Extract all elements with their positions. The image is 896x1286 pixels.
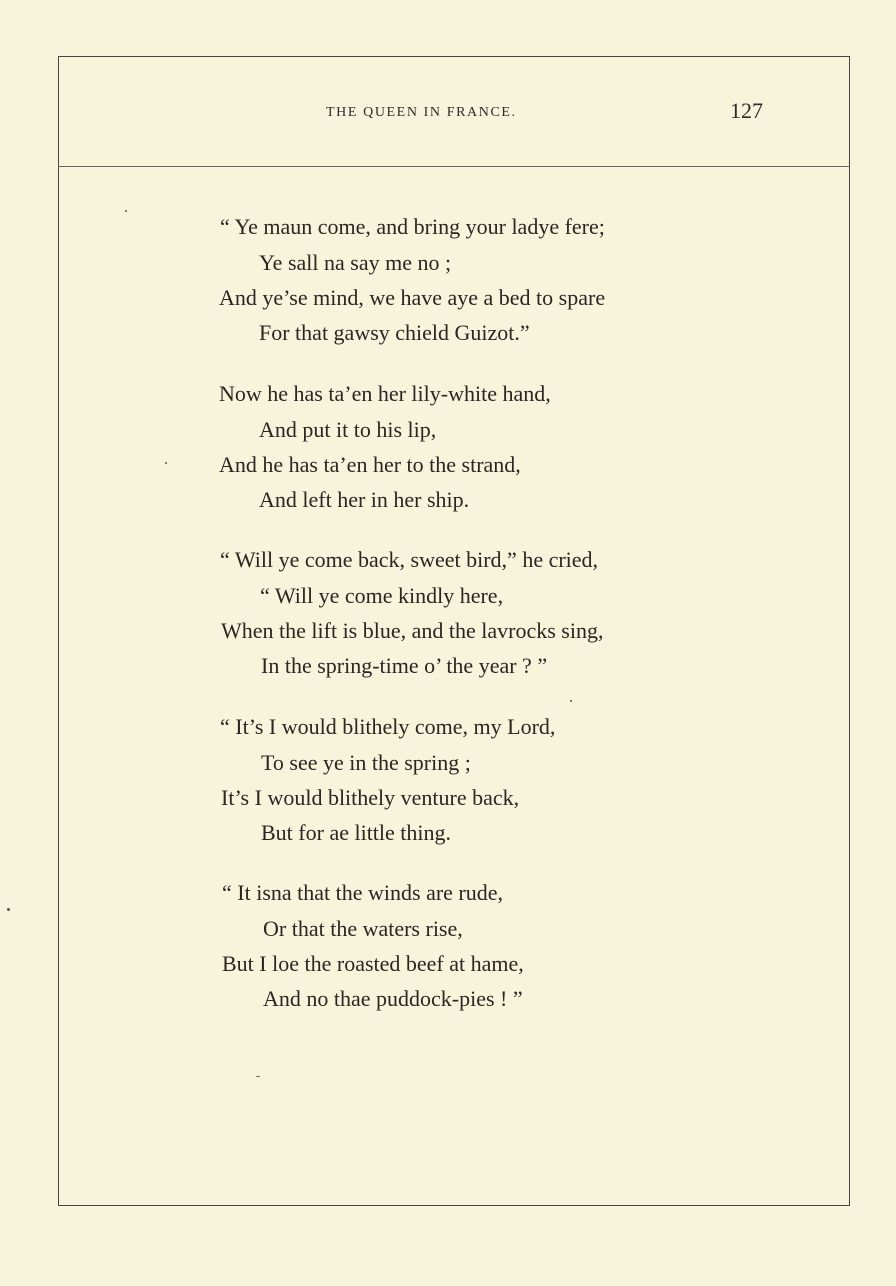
- poem-line: And put it to his lip,: [259, 417, 437, 442]
- paper-speck: [570, 700, 572, 702]
- poem-line: “ Will ye come kindly here,: [260, 583, 504, 608]
- header-rule: [58, 166, 850, 167]
- poem-line: And left her in her ship.: [259, 487, 470, 512]
- poem-line: When the lift is blue, and the lavrocks sing,: [221, 618, 604, 643]
- poem-line: “ It isna that the winds are rude,: [222, 880, 504, 905]
- poem-line: It’s I would blithely venture back,: [221, 785, 520, 810]
- poem-line: “ Ye maun come, and bring your ladye fere;: [220, 214, 605, 239]
- poem-line: But for ae little thing.: [261, 820, 452, 845]
- poem-line: Now he has ta’en her lily-white hand,: [219, 381, 551, 406]
- running-title: THE QUEEN IN FRANCE.: [326, 105, 517, 120]
- poem-line: In the spring-time o’ the year ? ”: [261, 653, 548, 678]
- poem-line: To see ye in the spring ;: [261, 750, 471, 775]
- poem-line: “ It’s I would blithely come, my Lord,: [220, 714, 556, 739]
- paper-speck: [165, 462, 167, 464]
- poem-line: But I loe the roasted beef at hame,: [222, 951, 524, 976]
- poem-line: And ye’se mind, we have aye a bed to spare: [219, 285, 606, 310]
- poem-line: “ Will ye come back, sweet bird,” he cried,: [220, 547, 599, 572]
- paper-speck: [256, 1076, 260, 1077]
- poem-line: Ye sall na say me no ;: [259, 250, 452, 275]
- poem-line: And no thae puddock-pies ! ”: [263, 986, 523, 1011]
- paper-speck: [7, 908, 10, 911]
- poem-line: For that gawsy chield Guizot.”: [259, 320, 530, 345]
- poem-line: And he has ta’en her to the strand,: [219, 452, 521, 477]
- page-number: 127: [730, 98, 763, 123]
- paper-speck: [125, 210, 127, 212]
- poem-line: Or that the waters rise,: [263, 916, 463, 941]
